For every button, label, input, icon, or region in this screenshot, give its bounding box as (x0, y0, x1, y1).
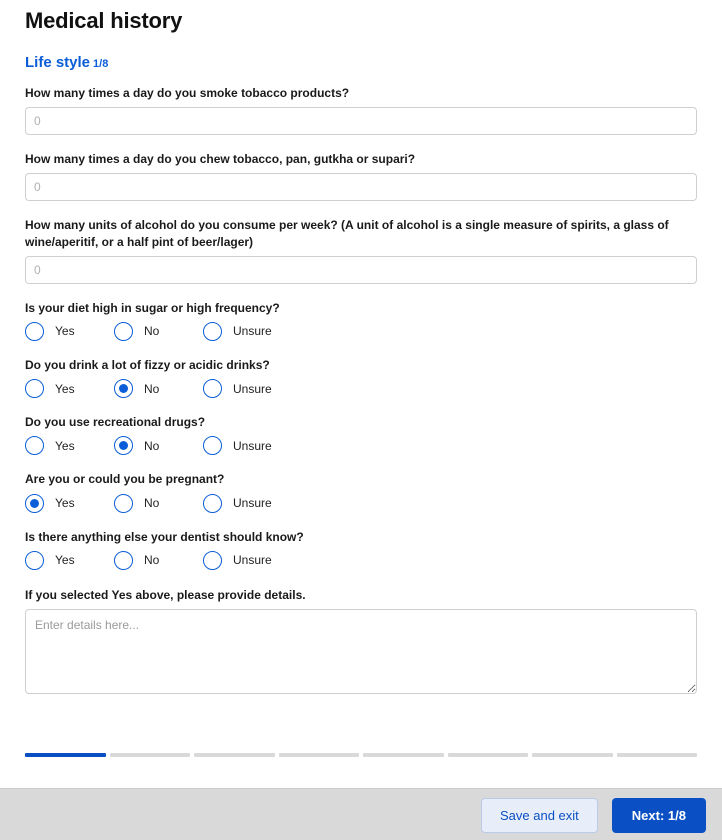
progress-segment-8 (617, 753, 698, 757)
radio-label: Yes (55, 438, 75, 453)
question-label-pregnant: Are you or could you be pregnant? (25, 472, 225, 487)
alcohol-units-input[interactable] (25, 256, 697, 284)
radio-label: Unsure (233, 553, 272, 568)
radio-label: Unsure (233, 324, 272, 339)
section-header (25, 54, 697, 71)
question-label-chew-tobacco: How many times a day do you chew tobacco, pan, gutkha or supari? (25, 152, 416, 167)
progress-segment-4 (279, 753, 360, 757)
radio-circle-icon (114, 322, 133, 341)
section-step: 1/8 (93, 58, 109, 70)
progress-segment-5 (363, 753, 444, 757)
save-and-exit-button[interactable]: Save and exit (481, 798, 598, 833)
radio-circle-icon (203, 379, 222, 398)
radio-anything-else-yes[interactable] (25, 551, 114, 570)
radio-pregnant-unsure[interactable] (203, 494, 292, 513)
radio-fizzy-drinks-no[interactable] (114, 379, 203, 398)
details-textarea[interactable] (25, 609, 697, 694)
footer-bar (0, 788, 722, 840)
progress-segment-1 (25, 753, 106, 757)
radio-circle-icon (25, 379, 44, 398)
details-label: If you selected Yes above, please provide details. (25, 587, 306, 602)
radio-circle-icon (25, 494, 44, 513)
next-button[interactable]: Next: 1/8 (612, 798, 706, 833)
radio-circle-icon (203, 322, 222, 341)
radio-label: No (144, 381, 160, 396)
radio-circle-icon (114, 494, 133, 513)
radio-label: Yes (55, 496, 75, 510)
radio-circle-icon (114, 436, 133, 455)
radio-group-fizzy-drinks (25, 379, 697, 398)
progress-segment-6 (448, 753, 529, 757)
radio-circle-icon (25, 436, 44, 455)
radio-label: No (144, 324, 160, 339)
footer-actions (481, 798, 706, 833)
radio-label: Unsure (233, 496, 272, 510)
radio-label: No (144, 496, 160, 510)
radio-pregnant-no[interactable] (114, 494, 203, 513)
radio-circle-icon (203, 494, 222, 513)
page-title: Medical history (25, 8, 183, 33)
smoke-tobacco-input[interactable] (25, 107, 697, 135)
radio-diet-sugar-unsure[interactable] (203, 322, 292, 341)
question-label-recreational-drugs: Do you use recreational drugs? (25, 415, 206, 430)
radio-anything-else-no[interactable] (114, 551, 203, 570)
radio-label: Yes (55, 553, 75, 568)
section-title: Life style (25, 54, 91, 71)
radio-label: Unsure (233, 438, 272, 453)
question-label-smoke-tobacco: How many times a day do you smoke tobacco products? (25, 86, 350, 100)
radio-label: No (144, 438, 160, 453)
radio-circle-icon (203, 436, 222, 455)
radio-group-pregnant (25, 494, 697, 513)
radio-diet-sugar-no[interactable] (114, 322, 203, 341)
radio-recreational-drugs-no[interactable] (114, 436, 203, 455)
question-label-fizzy-drinks: Do you drink a lot of fizzy or acidic drinks? (25, 357, 270, 372)
radio-fizzy-drinks-unsure[interactable] (203, 379, 292, 398)
radio-label: Yes (55, 324, 75, 339)
radio-label: Unsure (233, 381, 272, 396)
radio-circle-icon (203, 551, 222, 570)
radio-circle-icon (114, 551, 133, 570)
question-label-diet-sugar: Is your diet high in sugar or high frequency? (25, 300, 280, 315)
radio-recreational-drugs-yes[interactable] (25, 436, 114, 455)
progress-indicator (25, 753, 697, 757)
radio-group-diet-sugar (25, 322, 697, 341)
progress-segment-7 (532, 753, 613, 757)
radio-circle-icon (25, 322, 44, 341)
radio-fizzy-drinks-yes[interactable] (25, 379, 114, 398)
radio-label: Yes (55, 381, 75, 396)
radio-recreational-drugs-unsure[interactable] (203, 436, 292, 455)
radio-group-recreational-drugs (25, 436, 697, 455)
radio-group-anything-else (25, 551, 697, 570)
radio-label: No (144, 553, 160, 568)
question-label-alcohol-units: How many units of alcohol do you consume per week? (A unit of alcohol is a single measure of spirits, a glass of wine/aperitif, or a half pint of beer/lager) (25, 218, 669, 249)
chew-tobacco-input[interactable] (25, 173, 697, 201)
progress-segment-2 (110, 753, 191, 757)
progress-segment-3 (194, 753, 275, 757)
radio-pregnant-yes[interactable] (25, 494, 114, 513)
radio-circle-icon (114, 379, 133, 398)
radio-diet-sugar-yes[interactable] (25, 322, 114, 341)
radio-anything-else-unsure[interactable] (203, 551, 292, 570)
radio-circle-icon (25, 551, 44, 570)
question-label-anything-else: Is there anything else your dentist should know? (25, 529, 304, 544)
